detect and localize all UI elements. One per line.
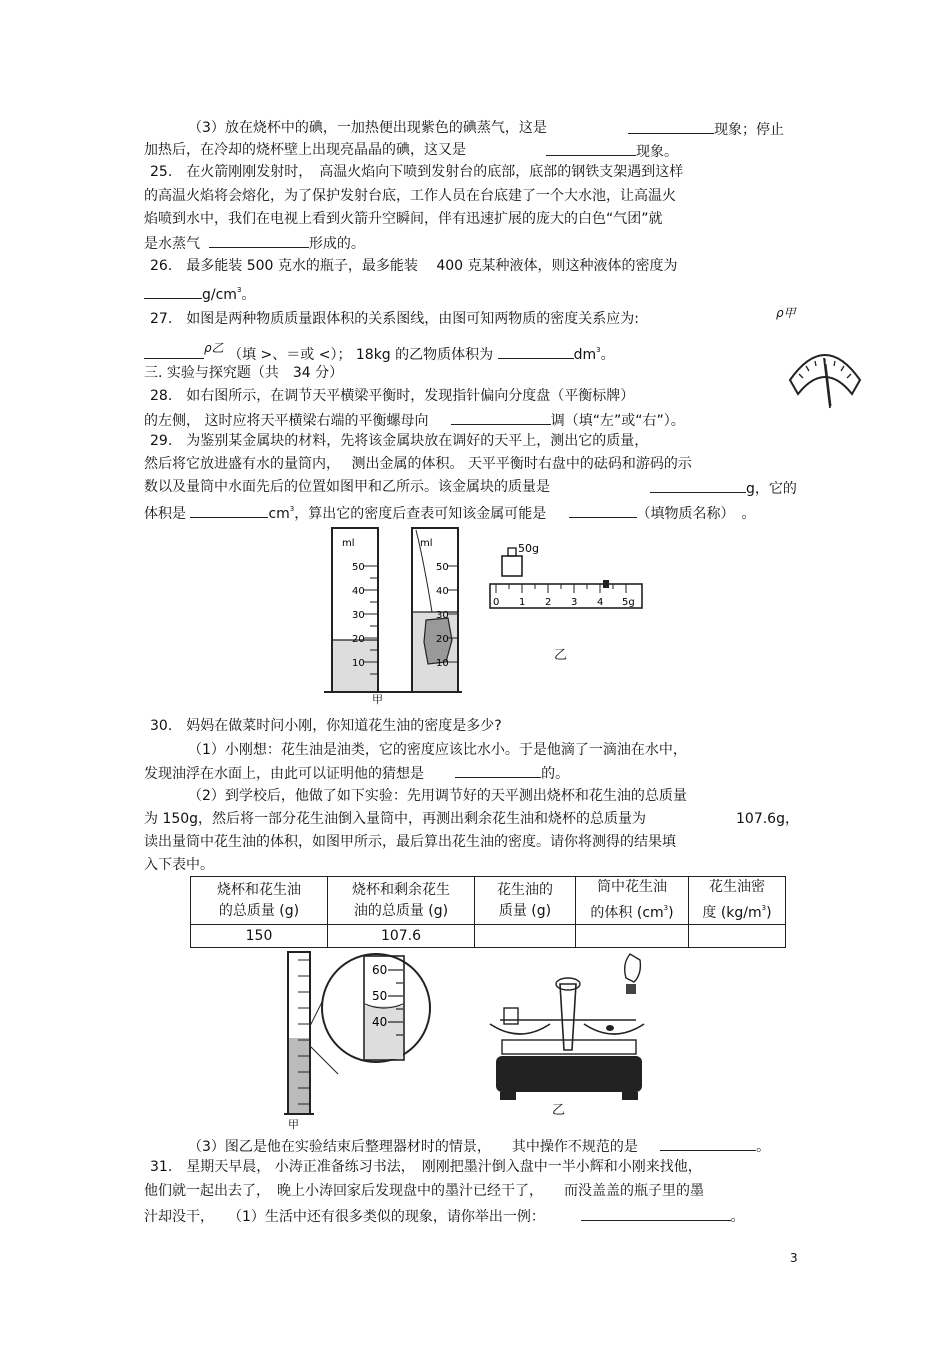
cyl1-unit: ml <box>342 538 355 549</box>
cyl1-tick-40: 40 <box>352 586 365 597</box>
table-header-cell: 筒中花生油 的体积 $(cm^3)$ <box>576 877 689 925</box>
scale-5g: 5g <box>622 597 635 608</box>
q25-line4: 是水蒸气 形成的。 <box>144 233 365 253</box>
scale-2: 2 <box>545 597 552 608</box>
table-header-cell: 烧杯和剩余花生 油的总质量 (g) <box>328 877 475 925</box>
scale-3: 3 <box>571 597 578 608</box>
q30-results-table <box>190 876 786 948</box>
q30-p2b: 为 150g，然后将一部分花生油倒入量筒中，再测出剩余花生油和烧杯的总质量为 <box>144 811 647 827</box>
answer-blank[interactable] <box>144 284 202 299</box>
answer-blank[interactable] <box>190 503 268 518</box>
q25-line3: 焰喷到水中，我们在电视上看到火箭升空瞬间，伴有迅速扩展的庞大的白色“气团”就 <box>144 211 663 227</box>
table-header-cell: 花生油的 质量 (g) <box>475 877 576 925</box>
answer-blank[interactable] <box>144 344 204 359</box>
fig30-label-jia: 甲 <box>288 1118 299 1131</box>
q31-line1: 31. 星期天早晨， 小涛正准备练习书法， 刚刚把墨汁倒入盘中一半小辉和小刚来找他， <box>150 1159 702 1175</box>
answer-blank[interactable] <box>546 141 636 156</box>
q30-p2c: 读出量筒中花生油的体积，如图甲所示，最后算出花生油的密度。请你将测得的结果填 <box>144 834 676 850</box>
q30-p1: （1）小刚想：花生油是油类，它的密度应该比水小。于是他滴了一滴油在水中， <box>188 742 687 758</box>
q30-p3: （3）图乙是他在实验结束后整理器材时的情景， 其中操作不规范的是 。 <box>188 1136 770 1156</box>
fig29-label-yi: 乙 <box>554 648 568 663</box>
weight-label: 50g <box>518 542 539 555</box>
balance-pointer-dial-figure <box>786 344 864 410</box>
q25-line1: 25. 在火箭刚刚发射时， 高温火焰向下喷到发射台的底部，底部的钢铁支架遇到这样 <box>150 164 684 180</box>
cyl2-tick-50: 50 <box>436 562 449 573</box>
scale-0: 0 <box>493 597 500 608</box>
table-cell: 150 <box>191 925 328 948</box>
zoom-tick-60: 60 <box>372 963 388 977</box>
cyl2-unit: ml <box>420 538 433 549</box>
answer-blank[interactable] <box>569 503 637 518</box>
q27-line2: ρ乙 （填 >、＝或 <）； 18kg 的乙物质体积为 $dm^3$。 <box>144 341 615 364</box>
table-cell: 107.6 <box>328 925 475 948</box>
q29-line3: 数以及量筒中水面先后的位置如图甲和乙所示。该金属块的质量是 <box>144 479 550 495</box>
zoom-tick-50: 50 <box>372 989 388 1003</box>
q26-line2: $g/cm^3$。 <box>144 281 255 304</box>
q28-line1: 28. 如右图所示，在调节天平横梁平衡时，发现指针偏向分度盘（平衡标牌） <box>150 388 635 404</box>
q29-weight-scale-figure <box>486 540 646 616</box>
q29-line4: 体积是 $cm^3$，算出它的密度后查表可知该金属可能是 （填物质名称） 。 <box>144 505 756 522</box>
q30-p2d: 入下表中。 <box>144 857 214 873</box>
section-3-title: 三. 实验与探究题（共 34 分） <box>144 365 344 381</box>
table-header-cell: 烧杯和花生油 的总质量 (g) <box>191 877 328 925</box>
rho-jia-label: ρ甲 <box>776 306 796 320</box>
table-header-cell: 花生油密 度 $(kg/m^3)$ <box>689 877 786 925</box>
answer-blank[interactable] <box>628 119 714 134</box>
cyl1-tick-50: 50 <box>352 562 365 573</box>
fig30-label-yi: 乙 <box>552 1103 566 1118</box>
q24-3-line1-end: 现象；停止 <box>628 119 784 139</box>
cyl2-tick-10: 10 <box>436 658 449 669</box>
q30-cylinder-zoom-figure <box>284 946 464 1126</box>
q30-line1: 30. 妈妈在做菜时问小刚，你知道花生油的密度是多少? <box>150 718 502 734</box>
q24-3-line2: 加热后，在冷却的烧杯壁上出现亮晶晶的碘，这又是 <box>144 142 466 158</box>
table-cell-input[interactable] <box>689 925 786 948</box>
q26-line1: 26. 最多能装 500 克水的瓶子，最多能装 400 克某种液体，则这种液体的密度为 <box>150 258 678 274</box>
q29-line1: 29. 为鉴别某金属块的材料，先将该金属块放在调好的天平上，测出它的质量， <box>150 433 649 449</box>
answer-blank[interactable] <box>209 233 309 248</box>
q30-balance-figure <box>486 944 662 1114</box>
q28-line2: 的左侧， 这时应将天平横梁右端的平衡螺母向 调（填“左”或“右”）。 <box>144 410 685 430</box>
cyl1-tick-30: 30 <box>352 610 365 621</box>
zoom-tick-40: 40 <box>372 1015 388 1029</box>
cyl2-tick-20: 20 <box>436 634 449 645</box>
answer-blank[interactable] <box>455 763 541 778</box>
q30-p2b-val: 107.6g， <box>736 811 799 827</box>
q29-cylinders-figure <box>320 522 470 706</box>
answer-blank[interactable] <box>650 478 746 493</box>
answer-blank[interactable] <box>581 1206 731 1221</box>
q31-line3: 汁却没干， （1）生活中还有很多类似的现象，请你举出一例： 。 <box>144 1206 745 1226</box>
page-number: 3 <box>790 1251 798 1265</box>
q30-p2: （2）到学校后，他做了如下实验：先用调节好的天平测出烧杯和花生油的总质量 <box>188 788 687 804</box>
q29-line2: 然后将它放进盛有水的量筒内， 测出金属的体积。 天平平衡时右盘中的砝码和游码的示 <box>144 456 692 472</box>
fig29-label-jia: 甲 <box>372 693 383 706</box>
q24-3-line2-end: 现象。 <box>546 141 678 161</box>
cyl1-tick-20: 20 <box>352 634 365 645</box>
q31-line2: 他们就一起出去了， 晚上小涛回家后发现盘中的墨汁已经干了， 而没盖盖的瓶子里的墨 <box>144 1183 704 1199</box>
cyl1-tick-10: 10 <box>352 658 365 669</box>
answer-blank[interactable] <box>498 344 574 359</box>
answer-blank[interactable] <box>451 410 551 425</box>
scale-1: 1 <box>519 597 526 608</box>
cyl2-tick-30: 30 <box>436 610 449 621</box>
scale-4: 4 <box>597 597 604 608</box>
answer-blank[interactable] <box>660 1136 756 1151</box>
q24-3-line1: （3）放在烧杯中的碘，一加热便出现紫色的碘蒸气，这是 <box>188 120 547 136</box>
cyl2-tick-40: 40 <box>436 586 449 597</box>
q27-line1: 27. 如图是两种物质质量跟体积的关系图线，由图可知两物质的密度关系应为: <box>150 311 639 327</box>
q25-line2: 的高温火焰将会熔化，为了保护发射台底，工作人员在台底建了一个大水池，让高温火 <box>144 188 676 204</box>
q30-p1b: 发现油浮在水面上，由此可以证明他的猜想是 的。 <box>144 763 569 783</box>
q29-line3-end: g，它的 <box>650 478 797 498</box>
